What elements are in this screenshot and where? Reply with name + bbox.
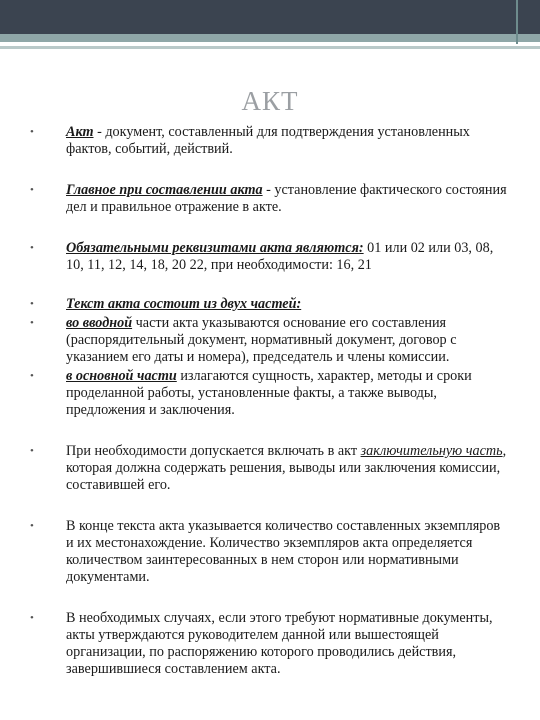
bullet-item-text-parts <box>30 296 508 313</box>
bullet-item-main-point <box>30 182 508 216</box>
slide-body <box>30 124 508 678</box>
term-main-part: в основной части <box>66 368 177 384</box>
header-band-teal <box>0 34 540 42</box>
bullet-icon: • <box>30 520 34 532</box>
term-intro: во вводной <box>66 315 133 331</box>
bullet-icon: • <box>30 126 34 138</box>
header-rule <box>0 46 540 49</box>
bullet-icon: • <box>30 317 34 329</box>
term-text-parts: Текст акта состоит из двух частей: <box>66 296 302 312</box>
item-text: части акта указываются основание его составления (распорядительный документ, нормативный документ, договор с указанием его даты и номера), председатель и члены комиссии. <box>66 315 457 365</box>
term-final-part: заключительную часть <box>360 443 503 459</box>
bullet-item-approval <box>30 610 508 678</box>
bullet-item-final-part <box>30 443 508 494</box>
item-text: В необходимых случаях, если этого требуют нормативные документы, акты утверждаются руководителем данной или вышестоящей организации, по распоряжению которого проводились действия, завершившиеся составлением акта. <box>66 610 493 677</box>
item-text: , которая должна содержать решения, выводы или заключения комиссии, составившей его. <box>66 443 507 493</box>
item-text-pre: При необходимости допускается включать в акт <box>66 443 361 459</box>
term-main: Главное при составлении акта <box>66 182 263 198</box>
bullet-item-requisites <box>30 240 508 274</box>
bullet-icon: • <box>30 370 34 382</box>
bullet-item-copies <box>30 518 508 586</box>
bullet-item-act-definition <box>30 124 508 158</box>
bullet-icon: • <box>30 612 34 624</box>
term-act: Акт <box>66 124 94 140</box>
bullet-item-intro-part <box>30 315 508 366</box>
bullet-item-main-part <box>30 368 508 419</box>
item-text: 01 или 02 или 03, 08, 10, 11, 12, 14, 18, 20 22, при необходимости: 16, 21 <box>66 240 494 273</box>
item-text: В конце текста акта указывается количество составленных экземпляров и их местонахождение. Количество экземпляров акта определяется количеством заинтересованных в нем сторон или нормативными документами. <box>66 518 501 585</box>
bullet-icon: • <box>30 184 34 196</box>
item-text: - установление фактического состояния дел и правильное отражение в акте. <box>66 182 507 215</box>
slide-title: АКТ <box>241 86 299 116</box>
header-band-dark <box>0 0 540 34</box>
item-text: излагаются сущность, характер, методы и сроки проделанной работы, установленные факты, а также выводы, предложения и заключения. <box>66 368 472 418</box>
term-requisites: Обязательными реквизитами акта являются: <box>66 240 364 256</box>
item-text: - документ, составленный для подтверждения установленных фактов, событий, действий. <box>66 124 470 157</box>
bullet-icon: • <box>30 298 34 310</box>
bullet-icon: • <box>30 242 34 254</box>
bullet-icon: • <box>30 445 34 457</box>
header-marker <box>516 0 518 44</box>
